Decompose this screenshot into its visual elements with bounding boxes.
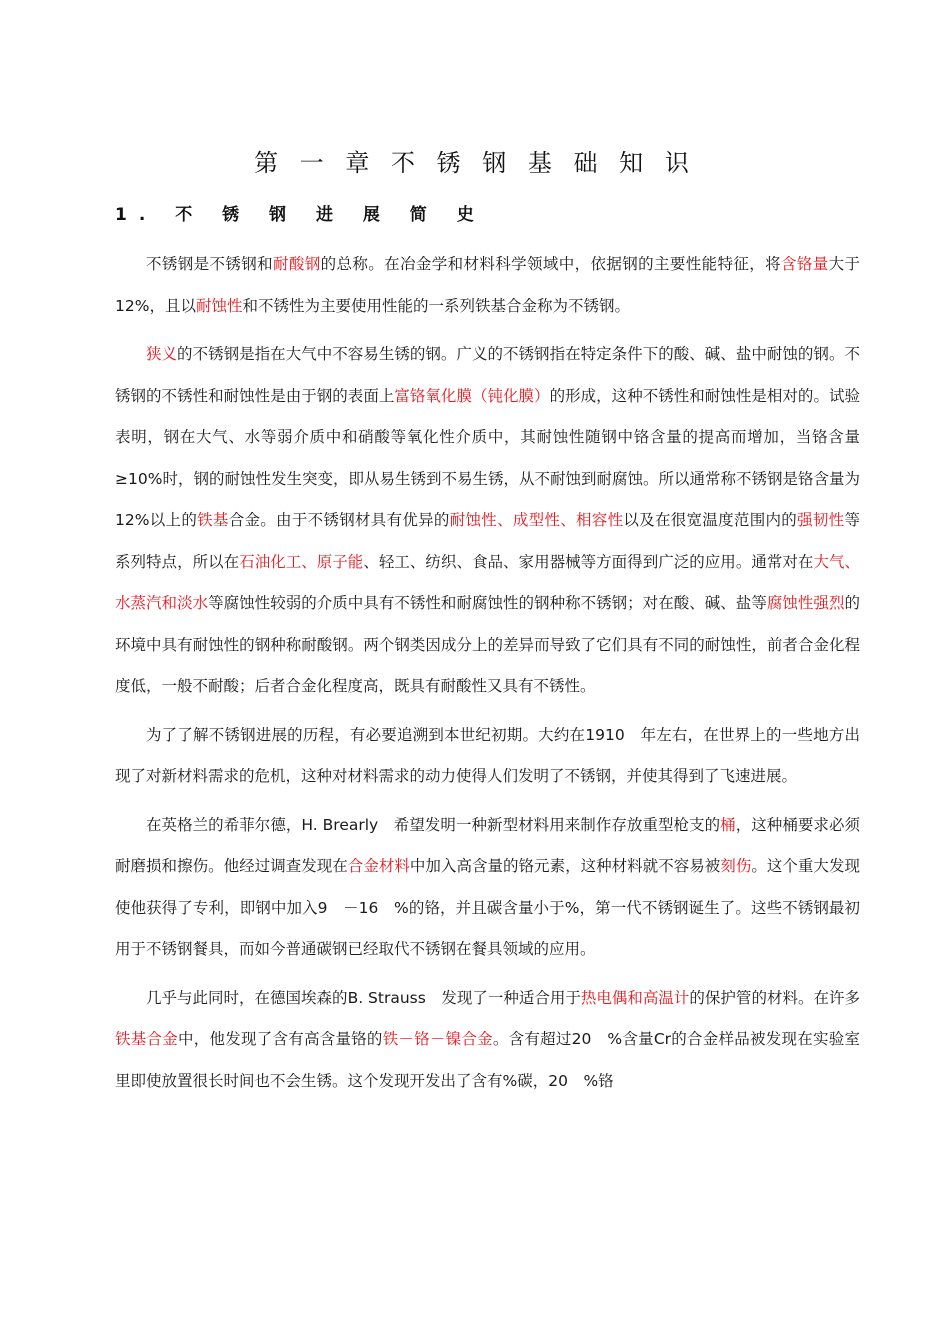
highlighted-term: 铁－铬－镍合金 [382, 1030, 493, 1048]
highlighted-term: 铁基 [197, 511, 229, 529]
highlighted-term: 石油化工、原子能 [239, 552, 364, 571]
paragraph [115, 244, 860, 327]
highlighted-term: 耐蚀性、成型性、相容性 [449, 511, 624, 529]
text-run: 等系列特点，所以在 [115, 511, 860, 571]
text-run: ，这种桶要求必须耐磨损和擦伤。他经过调查发现在 [115, 815, 860, 875]
paragraph [115, 334, 860, 708]
text-run: 不锈钢是不锈钢和 [146, 255, 273, 273]
highlighted-term: 耐酸钢 [273, 255, 321, 273]
text-run: 几乎与此同时，在德国埃森的B. Strauss 发现了一种适合用于 [146, 988, 581, 1007]
text-run: 中，他发现了含有高含量铬的 [177, 1030, 383, 1048]
highlighted-term: 腐蚀性强烈 [766, 594, 845, 612]
highlighted-term: 刻伤 [720, 857, 752, 875]
text-run: 的环境中具有耐蚀性的钢种称耐酸钢。两个钢类因成分上的差异而导致了它们具有不同的耐蚀性，前者合金化程度低，一般不耐酸；后者合金化程度高，既具有耐酸性又具有不锈性。 [115, 594, 860, 695]
text-run: 的保护管的材料。在许多 [689, 988, 860, 1007]
text-run: 。这个重大发现使他获得了专利，即钢中加入9 －16 %的铬，并且碳含量小于%，第一代不锈钢诞生了。这些不锈钢最初用于不锈钢餐具，而如今普通碳钢已经取代不锈钢在餐具领域的应用。 [115, 857, 860, 958]
body-text [115, 244, 860, 1109]
text-run: 。含有超过20 %含量Cr的合金样品被发现在实验室里即使放置很长时间也不会生锈。这个发现开发出了含有%碳，20 %铬 [115, 1030, 860, 1090]
highlighted-term: 含铬量 [780, 255, 829, 273]
highlighted-term: 桶 [720, 815, 736, 834]
text-run: 大于12%，且以 [115, 255, 860, 315]
highlighted-term: 铁基合金 [115, 1030, 178, 1048]
text-run: 合金。由于不锈钢材具有优异的 [228, 511, 450, 529]
text-run: 为了了解不锈钢进展的历程，有必要追溯到本世纪初期。大约在1910 年左右，在世界上的一些地方出现了对新材料需求的危机，这种对材料需求的动力使得人们发明了不锈钢，并使其得到了飞速进展。 [115, 725, 860, 785]
section-heading: 1. 不 锈 钢 进 展 简 史 [115, 205, 486, 225]
highlighted-term: 热电偶和高温计 [580, 988, 690, 1007]
text-run: 、轻工、纺织、食品、家用器械等方面得到广泛的应用。通常对在 [363, 552, 814, 571]
text-run: 的不锈钢是指在大气中不容易生锈的钢。广义的不锈钢指在特定条件下的酸、碱、盐中耐蚀的钢。不锈钢的不锈性和耐蚀性是由于钢的表面上 [115, 345, 860, 405]
highlighted-term: 狭义 [146, 345, 178, 363]
text-run: 和不锈性为主要使用性能的一系列铁基合金称为不锈钢。 [242, 296, 630, 315]
text-run: 的总称。在冶金学和材料科学领域中，依据钢的主要性能特征，将 [320, 255, 781, 273]
chapter-title: 第 一 章 不 锈 钢 基 础 知 识 [254, 149, 696, 177]
text-run: 的形成，这种不锈性和耐蚀性是相对的。试验表明，钢在大气、水等弱介质中和硝酸等氧化性介质中，其耐蚀性随钢中铬含量的提高而增加，当铬含量≥10%时，钢的耐蚀性发生突变，即从易生锈到不易生锈，从不耐蚀到耐腐蚀。所以通常称不锈钢是铬含量为12%以上的 [115, 386, 860, 529]
text-run: 中加入高含量的铬元素，这种材料就不容易被 [409, 857, 721, 875]
paragraph [115, 805, 860, 971]
highlighted-term: 大气、水蒸汽和淡水 [115, 552, 860, 612]
highlighted-term: 合金材料 [347, 857, 410, 875]
highlighted-term: 富铬氧化膜（钝化膜） [394, 386, 550, 405]
highlighted-term: 耐蚀性 [195, 296, 243, 315]
paragraph [115, 715, 860, 798]
text-run: 在英格兰的希菲尔德，H. Brearly 希望发明一种新型材料用来制作存放重型枪支的 [146, 815, 721, 834]
paragraph [115, 978, 860, 1103]
highlighted-term: 强韧性 [797, 511, 845, 529]
text-run: 以及在很宽温度范围内的 [623, 511, 798, 529]
text-run: 等腐蚀性较弱的介质中具有不锈性和耐腐蚀性的钢种称不锈钢；对在酸、碱、盐等 [208, 594, 767, 612]
